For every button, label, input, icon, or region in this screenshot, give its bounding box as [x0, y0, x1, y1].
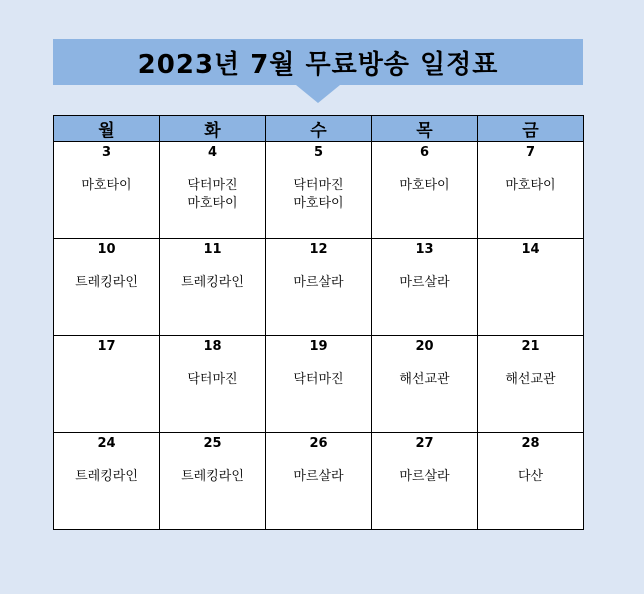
program-name: 마르살라 [399, 469, 450, 484]
week-row [54, 336, 584, 433]
program-name: 트레킹라인 [181, 469, 244, 484]
program-name: 마르살라 [399, 275, 450, 290]
broadcast-program [372, 177, 477, 195]
day-cell [266, 336, 372, 433]
program-name: 마르살라 [293, 275, 344, 290]
day-cell [372, 142, 478, 239]
day-cell [478, 433, 584, 530]
day-number: 21 [521, 339, 540, 354]
broadcast-program [160, 371, 265, 389]
day-cell [372, 336, 478, 433]
program-name: 마르살라 [293, 469, 344, 484]
weekday-header-fri: 금 [478, 116, 584, 142]
day-number: 19 [309, 339, 328, 354]
day-number: 6 [419, 145, 430, 160]
day-number: 3 [101, 145, 112, 160]
day-cell [160, 142, 266, 239]
weekday-header-thu: 목 [372, 116, 478, 142]
program-name: 해선교관 [399, 372, 450, 387]
broadcast-program [160, 468, 265, 486]
weekday-header-mon: 월 [54, 116, 160, 142]
day-cell [478, 336, 584, 433]
broadcast-program [160, 274, 265, 292]
broadcast-program [160, 177, 265, 213]
broadcast-program [266, 274, 371, 292]
week-row [54, 142, 584, 239]
day-number: 24 [97, 436, 116, 451]
week-row [54, 239, 584, 336]
day-cell [160, 336, 266, 433]
day-number: 5 [313, 145, 324, 160]
day-cell [54, 142, 160, 239]
day-number: 7 [525, 145, 536, 160]
program-name: 마호타이 [399, 178, 450, 193]
day-cell [160, 239, 266, 336]
week-row [54, 433, 584, 530]
program-name: 닥터마진 [293, 372, 344, 387]
day-cell [372, 239, 478, 336]
day-number: 14 [521, 242, 540, 257]
program-name: 닥터마진 [293, 178, 344, 193]
program-name: 해선교관 [505, 372, 556, 387]
day-number: 13 [415, 242, 434, 257]
broadcast-program [372, 371, 477, 389]
day-cell [266, 433, 372, 530]
program-name: 다산 [517, 469, 544, 484]
broadcast-program [478, 468, 583, 486]
weekday-header-tue: 화 [160, 116, 266, 142]
program-name: 트레킹라인 [181, 275, 244, 290]
day-number: 12 [309, 242, 328, 257]
broadcast-program [266, 177, 371, 213]
day-cell [266, 142, 372, 239]
program-name: 닥터마진 [187, 372, 238, 387]
schedule-calendar [53, 115, 584, 530]
weekday-header-row [54, 116, 584, 142]
broadcast-program [54, 177, 159, 195]
broadcast-program [372, 274, 477, 292]
broadcast-program [266, 371, 371, 389]
day-number: 11 [203, 242, 222, 257]
program-name: 마호타이 [81, 178, 132, 193]
day-cell [478, 239, 584, 336]
page-title: 2023년 7월 무료방송 일정표 [137, 49, 499, 80]
broadcast-program [478, 177, 583, 195]
day-number: 25 [203, 436, 222, 451]
day-number: 18 [203, 339, 222, 354]
broadcast-program [54, 274, 159, 292]
day-cell [266, 239, 372, 336]
day-cell [478, 142, 584, 239]
day-cell [54, 433, 160, 530]
program-name: 트레킹라인 [75, 275, 138, 290]
day-number: 4 [207, 145, 218, 160]
broadcast-program [478, 371, 583, 389]
broadcast-program [372, 468, 477, 486]
broadcast-program [54, 468, 159, 486]
title-banner [53, 39, 583, 85]
day-number: 10 [97, 242, 116, 257]
day-cell [54, 239, 160, 336]
program-name: 마호타이 [187, 196, 238, 211]
day-cell [160, 433, 266, 530]
banner-arrow-icon [296, 85, 340, 103]
program-name: 트레킹라인 [75, 469, 138, 484]
day-cell [372, 433, 478, 530]
program-name: 마호타이 [293, 196, 344, 211]
day-number: 17 [97, 339, 116, 354]
calendar-body [54, 142, 584, 530]
day-number: 26 [309, 436, 328, 451]
program-name: 마호타이 [505, 178, 556, 193]
program-name: 닥터마진 [187, 178, 238, 193]
day-number: 28 [521, 436, 540, 451]
day-number: 20 [415, 339, 434, 354]
day-cell [54, 336, 160, 433]
day-number: 27 [415, 436, 434, 451]
weekday-header-wed: 수 [266, 116, 372, 142]
broadcast-program [266, 468, 371, 486]
